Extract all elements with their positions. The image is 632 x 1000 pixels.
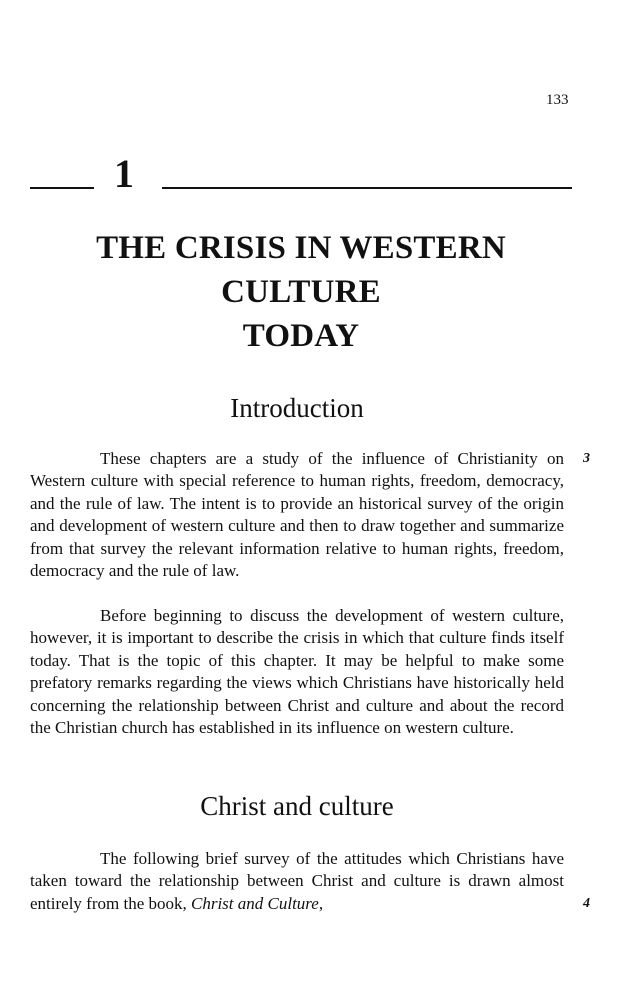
paragraph-introduction-1: [30, 448, 564, 582]
section-heading-christ-and-culture: Christ and culture: [200, 791, 394, 821]
chapter-title-line2: TODAY: [242, 318, 360, 354]
paragraph-introduction-2: [30, 605, 564, 739]
section-heading-introduction: Introduction: [230, 393, 364, 423]
margin-note: 4: [583, 896, 590, 911]
chapter-header: [30, 151, 572, 196]
chapter-rule-left: [30, 187, 94, 189]
book-title: Christ and Culture: [191, 893, 319, 913]
chapter-rule-right: [162, 187, 572, 189]
paragraph-text-end: ,: [318, 893, 324, 913]
paragraph-text: The following brief survey of the attitudes which Christians have taken toward the relationship between Christ and culture is drawn almost entirely from the book,: [30, 849, 564, 913]
margin-note: 3: [583, 451, 590, 466]
paragraph-christ-and-culture-1: [30, 848, 564, 915]
chapter-title-line1: THE CRISIS IN WESTERN CULTURE: [96, 230, 506, 310]
chapter-number: 1: [114, 151, 134, 196]
paragraph-text: Before beginning to discuss the development of western culture, however, it is important to describe the crisis in which that culture finds itself today. That is the topic of this chapter. It may be helpful to make some prefatory remarks regarding the views which Christians have historically held concerning the relationship between Christ and culture and about the record the Christian church has established in its influence on western culture.: [30, 606, 564, 738]
page-number: 133: [546, 92, 569, 108]
chapter-title: [30, 226, 572, 358]
paragraph-text: These chapters are a study of the influence of Christianity on Western culture with special reference to human rights, freedom, democracy, and the rule of law. The intent is to provide an historical survey of the origin and development of western culture and then to draw together and summarize from that survey the relevant information relative to human rights, freedom, democracy and the rule of law.: [30, 449, 564, 581]
